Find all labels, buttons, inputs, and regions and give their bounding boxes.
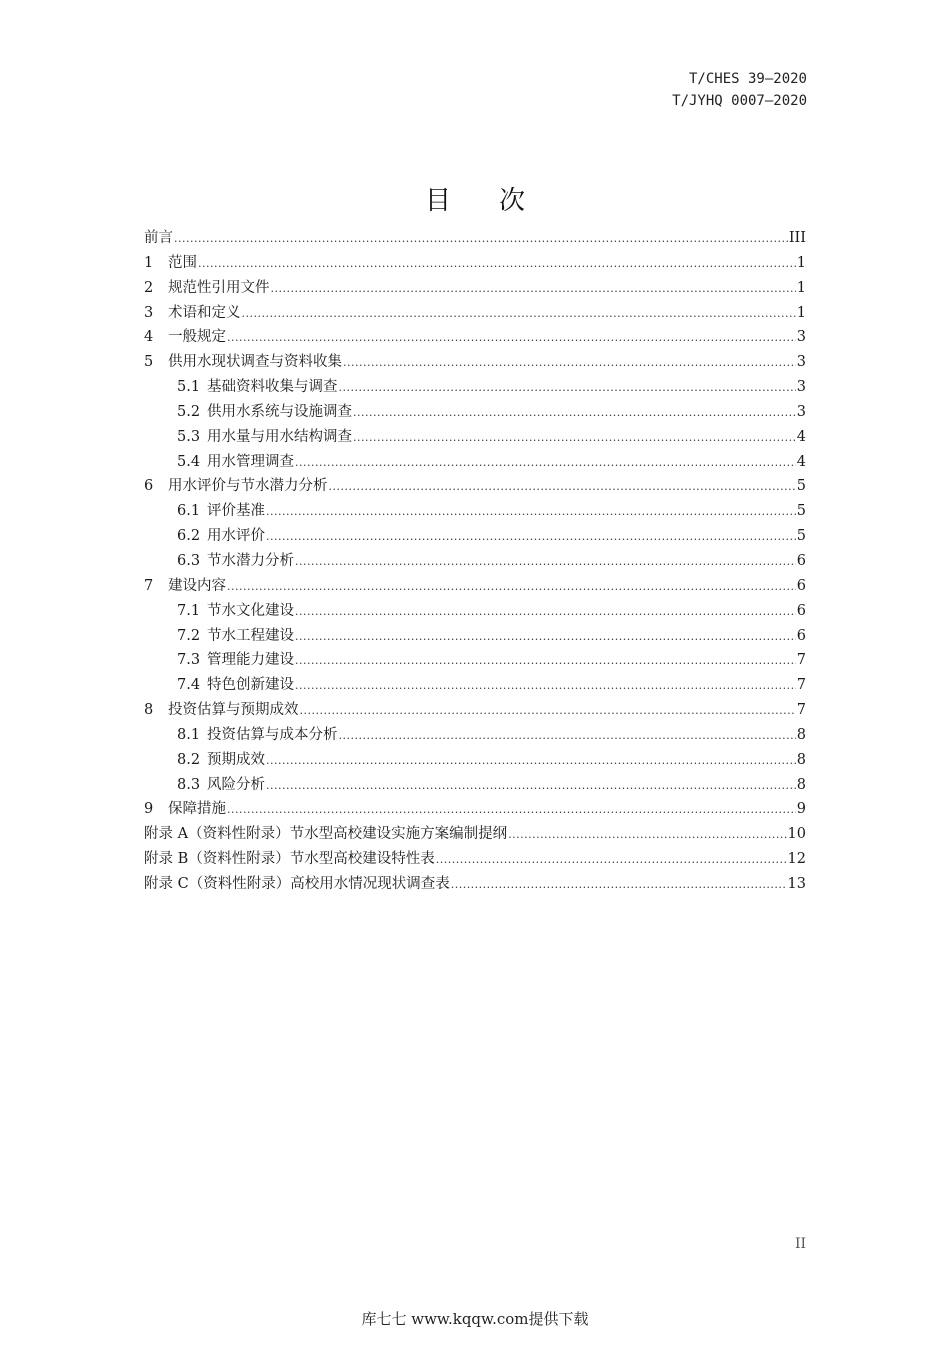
toc-entry-number: 8.1 (177, 726, 201, 743)
toc-entry-number: 2 (144, 279, 154, 296)
toc-entry-page: 8 (796, 751, 806, 768)
toc-entry-label: 建设内容 (168, 577, 226, 594)
toc-entry-number: 6.1 (177, 503, 201, 520)
toc-entry-page: 3 (796, 403, 806, 420)
toc-leader-dots (329, 475, 796, 500)
toc-entry-label: 投资估算与成本分析 (207, 726, 338, 743)
toc-entry-number: 9 (144, 801, 154, 818)
toc-entry[interactable] (144, 599, 806, 624)
toc-leader-dots (343, 351, 796, 376)
toc-entry[interactable] (144, 450, 806, 475)
toc-entry-number: 5.1 (177, 379, 201, 396)
toc-entry-label: 保障措施 (168, 801, 226, 818)
toc-entry-label: 节水工程建设 (207, 627, 294, 644)
toc-entry-page: 1 (796, 279, 806, 296)
toc-entry-page: 3 (796, 354, 806, 371)
toc-entry-page: 6 (796, 577, 806, 594)
toc-entry-page: 5 (796, 478, 806, 495)
toc-entry[interactable] (144, 648, 806, 673)
table-of-contents (144, 226, 806, 897)
toc-leader-dots (266, 774, 796, 799)
toc-leader-dots (271, 277, 796, 302)
toc-entry-label: 术语和定义 (168, 304, 241, 321)
toc-leader-dots (266, 500, 796, 525)
toc-entry[interactable] (144, 723, 806, 748)
toc-entry-page: 6 (796, 627, 806, 644)
toc-leader-dots (295, 600, 796, 625)
toc-leader-dots (227, 798, 796, 823)
toc-entry-label: 用水评价与节水潜力分析 (168, 478, 328, 495)
toc-entry[interactable] (144, 748, 806, 773)
toc-leader-dots (300, 699, 796, 724)
toc-entry[interactable] (144, 425, 806, 450)
toc-entry-label: 评价基准 (207, 503, 265, 520)
toc-leader-dots (451, 873, 787, 898)
toc-entry-page: 7 (796, 652, 806, 669)
toc-entry-number: 7.3 (177, 652, 201, 669)
toc-entry[interactable] (144, 226, 806, 251)
toc-entry[interactable] (144, 251, 806, 276)
toc-entry[interactable] (144, 574, 806, 599)
toc-entry-label: 供用水现状调查与资料收集 (168, 354, 342, 371)
toc-leader-dots (295, 451, 796, 476)
toc-entry-label: 节水文化建设 (207, 602, 294, 619)
toc-entry-label: 前言 (144, 230, 173, 246)
toc-entry-number: 7.4 (177, 677, 201, 694)
toc-entry-label: 范围 (168, 254, 197, 271)
toc-entry-page: 6 (796, 602, 806, 619)
toc-entry[interactable] (144, 698, 806, 723)
toc-entry-number: 6.2 (177, 528, 201, 545)
toc-entry-page: 6 (796, 552, 806, 569)
toc-leader-dots (339, 376, 796, 401)
toc-entry[interactable] (144, 474, 806, 499)
toc-entry[interactable] (144, 276, 806, 301)
toc-leader-dots (266, 749, 796, 774)
toc-entry-label: 预期成效 (207, 751, 265, 768)
toc-entry[interactable] (144, 350, 806, 375)
toc-entry-page: 3 (796, 329, 806, 346)
toc-entry-label: 附录 B（资料性附录）节水型高校建设特性表 (144, 851, 435, 868)
toc-entry-number: 5.2 (177, 403, 201, 420)
page-title: 目次 (424, 186, 573, 216)
toc-entry-page: 5 (796, 528, 806, 545)
toc-entry-number: 5.4 (177, 453, 201, 470)
toc-entry-page: 12 (787, 851, 806, 868)
toc-leader-dots (353, 401, 796, 426)
toc-leader-dots (353, 426, 796, 451)
toc-entry-number: 6.3 (177, 552, 201, 569)
toc-entry-page: 7 (796, 702, 806, 719)
toc-entry-label: 特色创新建设 (207, 677, 294, 694)
toc-entry-label: 节水潜力分析 (207, 552, 294, 569)
toc-entry-page: 8 (796, 726, 806, 743)
toc-entry-number: 5 (144, 354, 154, 371)
toc-entry-label: 用水管理调查 (207, 453, 294, 470)
toc-entry-page: 13 (787, 875, 806, 892)
toc-entry-number: 8 (144, 702, 154, 719)
toc-entry-label: 用水评价 (207, 528, 265, 545)
toc-entry-label: 附录 C（资料性附录）高校用水情况现状调查表 (144, 875, 450, 892)
toc-entry-page: 9 (796, 801, 806, 818)
toc-entry-number: 8.2 (177, 751, 201, 768)
toc-entry[interactable] (144, 375, 806, 400)
toc-entry[interactable] (144, 822, 806, 847)
standard-code-jyhq: T/JYHQ 0007—2020 (672, 93, 807, 109)
toc-entry-page: III (788, 230, 806, 246)
toc-entry-number: 6 (144, 478, 154, 495)
toc-entry-label: 供用水系统与设施调查 (207, 403, 352, 420)
toc-entry[interactable] (144, 524, 806, 549)
toc-entry-label: 基础资料收集与调查 (207, 379, 338, 396)
toc-entry-number: 7 (144, 577, 154, 594)
toc-entry[interactable] (144, 499, 806, 524)
toc-entry[interactable] (144, 549, 806, 574)
toc-leader-dots (295, 674, 796, 699)
toc-leader-dots (295, 649, 796, 674)
toc-leader-dots (508, 823, 786, 848)
toc-entry-page: 1 (796, 304, 806, 321)
toc-entry-number: 7.2 (177, 627, 201, 644)
toc-entry[interactable] (144, 673, 806, 698)
toc-entry-page: 4 (796, 428, 806, 445)
toc-leader-dots (227, 575, 796, 600)
toc-entry[interactable] (144, 773, 806, 798)
toc-entry-label: 管理能力建设 (207, 652, 294, 669)
toc-entry-label: 投资估算与预期成效 (168, 702, 299, 719)
toc-entry-page: 5 (796, 503, 806, 520)
toc-leader-dots (198, 252, 796, 277)
toc-leader-dots (295, 625, 796, 650)
toc-entry-number: 5.3 (177, 428, 201, 445)
toc-leader-dots (436, 848, 787, 873)
toc-leader-dots (295, 550, 796, 575)
toc-leader-dots (242, 302, 796, 327)
toc-leader-dots (227, 326, 796, 351)
toc-entry[interactable] (144, 797, 806, 822)
toc-entry-page: 4 (796, 453, 806, 470)
toc-entry-label: 附录 A（资料性附录）节水型高校建设实施方案编制提纲 (144, 826, 508, 843)
toc-entry-page: 10 (787, 826, 806, 843)
standard-code-ches: T/CHES 39—2020 (688, 71, 807, 87)
toc-entry-page: 1 (796, 254, 806, 271)
toc-entry-label: 用水量与用水结构调查 (207, 428, 352, 445)
toc-entry-label: 一般规定 (168, 329, 226, 346)
toc-entry-number: 8.3 (177, 776, 201, 793)
toc-entry-number: 7.1 (177, 602, 201, 619)
toc-entry[interactable] (144, 872, 806, 897)
toc-entry[interactable] (144, 400, 806, 425)
toc-entry-page: 8 (796, 776, 806, 793)
toc-entry-label: 规范性引用文件 (168, 279, 270, 296)
standard-codes (672, 68, 807, 112)
toc-leader-dots (174, 227, 788, 252)
toc-leader-dots (339, 724, 796, 749)
toc-entry[interactable] (144, 847, 806, 872)
page-number: II (794, 1236, 806, 1252)
toc-entry-label: 风险分析 (207, 776, 265, 793)
toc-entry-number: 1 (144, 254, 154, 271)
toc-entry-number: 4 (144, 329, 154, 346)
toc-entry[interactable] (144, 325, 806, 350)
toc-entry-page: 7 (796, 677, 806, 694)
toc-leader-dots (266, 525, 796, 550)
toc-entry[interactable] (144, 624, 806, 649)
toc-entry[interactable] (144, 301, 806, 326)
toc-entry-number: 3 (144, 304, 154, 321)
download-footer: 库七七 www.kqqw.com提供下载 (361, 1310, 589, 1328)
toc-entry-page: 3 (796, 379, 806, 396)
